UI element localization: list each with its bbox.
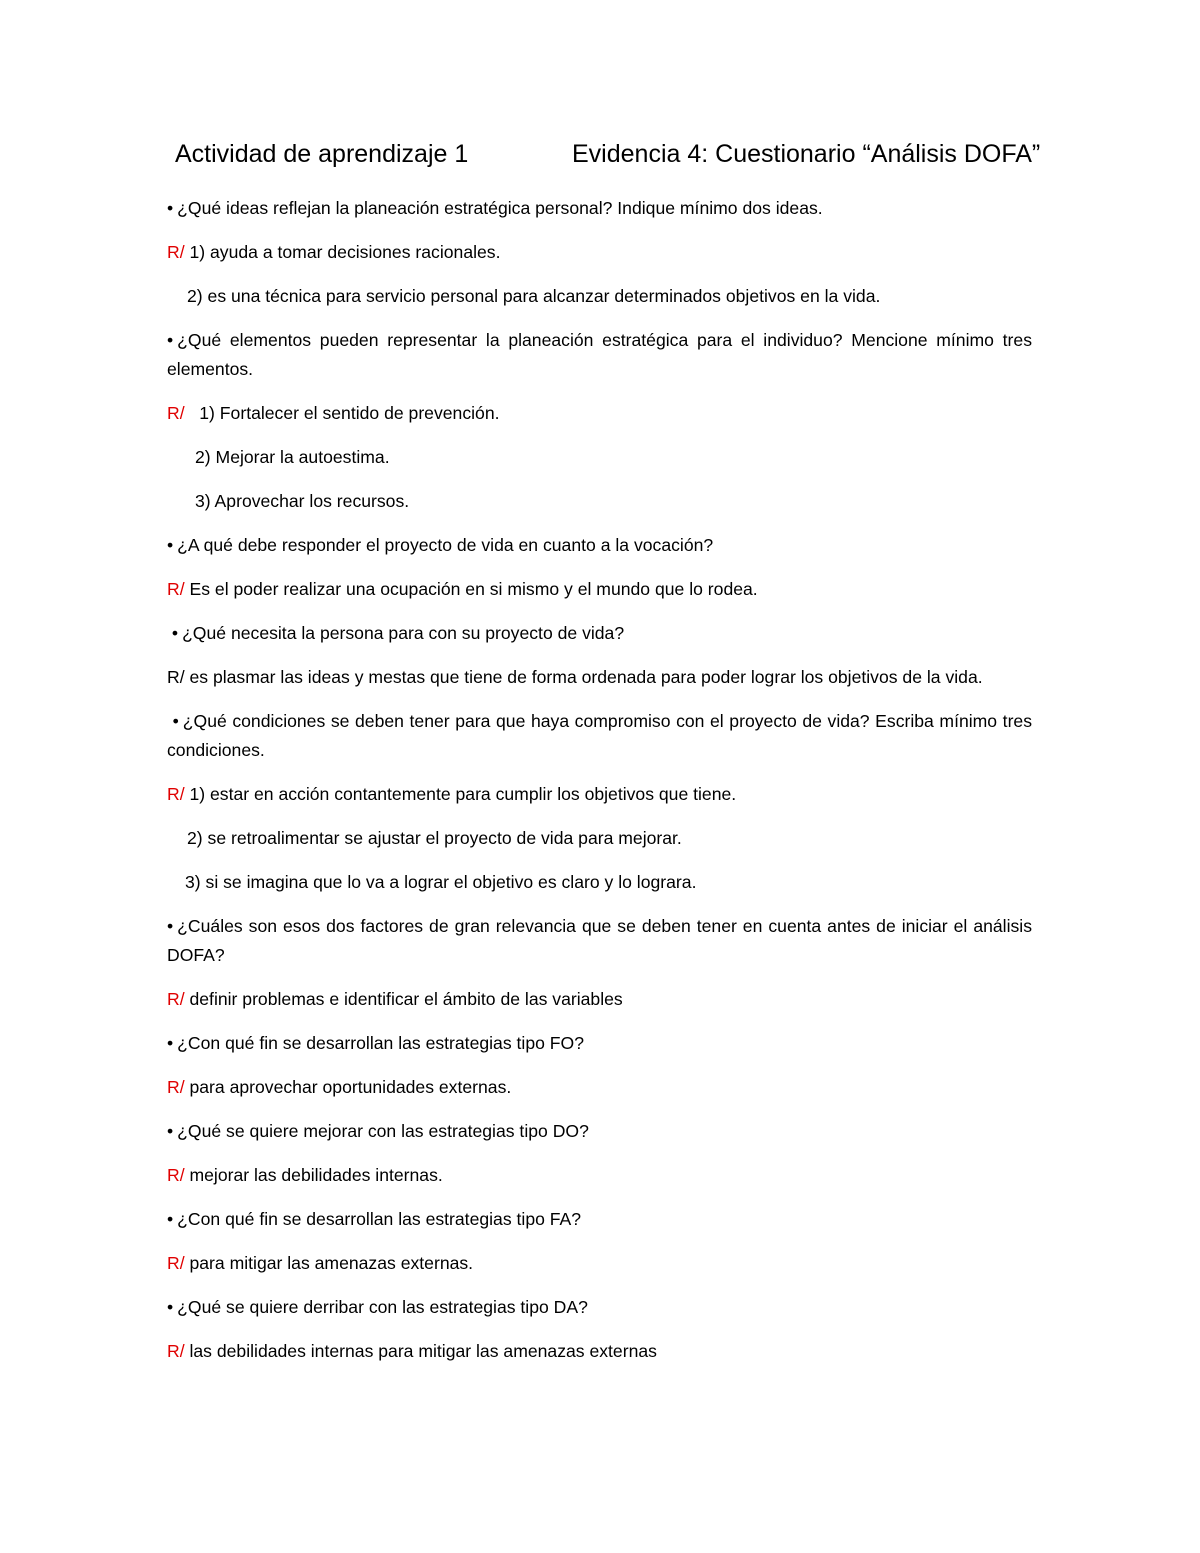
document-header xyxy=(0,140,1200,180)
bullet-icon: • xyxy=(167,198,174,218)
answer-mark: R/ xyxy=(167,989,185,1009)
answer-2: R/ 1) Fortalecer el sentido de prevención. xyxy=(167,403,500,423)
question-1: • ¿Qué ideas reflejan la planeación estratégica personal? Indique mínimo dos ideas. xyxy=(167,198,823,218)
answer-5-item-3: 3) si se imagina que lo va a lograr el objetivo es claro y lo lograra. xyxy=(185,872,697,892)
question-3: • ¿A qué debe responder el proyecto de vida en cuanto a la vocación? xyxy=(167,535,714,555)
answer-10: R/ las debilidades internas para mitigar las amenazas externas xyxy=(167,1341,657,1361)
answer-7: R/ para aprovechar oportunidades externas. xyxy=(167,1077,512,1097)
answer-4: R/ es plasmar las ideas y mestas que tiene de forma ordenada para poder lograr los objetivos de la vida. xyxy=(167,667,983,687)
answer-6: R/ definir problemas e identificar el ámbito de las variables xyxy=(167,989,623,1009)
answer-8: R/ mejorar las debilidades internas. xyxy=(167,1165,443,1185)
question-5: • ¿Qué condiciones se deben tener para que haya compromiso con el proyecto de vida? Escriba mínimo tres condiciones. xyxy=(167,711,1033,760)
answer-mark: R/ xyxy=(167,579,185,599)
answer-5: R/ 1) estar en acción contantemente para cumplir los objetivos que tiene. xyxy=(167,784,737,804)
question-7: • ¿Con qué fin se desarrollan las estrategias tipo FO? xyxy=(167,1033,584,1053)
questionnaire-body xyxy=(167,194,1032,1381)
bullet-icon: • xyxy=(172,711,179,731)
answer-1: R/ 1) ayuda a tomar decisiones racionales. xyxy=(167,242,501,262)
answer-mark: R/ xyxy=(167,784,185,804)
question-4: • ¿Qué necesita la persona para con su proyecto de vida? xyxy=(171,623,625,643)
answer-2-item-2: 2) Mejorar la autoestima. xyxy=(195,447,390,467)
bullet-icon: • xyxy=(167,916,174,936)
answer-mark: R/ xyxy=(167,1341,185,1361)
bullet-icon: • xyxy=(167,1209,174,1229)
answer-mark: R/ xyxy=(167,1077,185,1097)
question-6: • ¿Cuáles son esos dos factores de gran relevancia que se deben tener en cuenta antes de iniciar el análisis DOFA? xyxy=(167,916,1032,965)
bullet-icon: • xyxy=(171,623,179,643)
question-2: • ¿Qué elementos pueden representar la planeación estratégica para el individuo? Mencione mínimo tres elementos. xyxy=(167,330,1032,379)
answer-mark: R/ xyxy=(167,1165,185,1185)
answer-5-item-2: 2) se retroalimentar se ajustar el proyecto de vida para mejorar. xyxy=(187,828,682,848)
answer-2-item-3: 3) Aprovechar los recursos. xyxy=(195,491,410,511)
bullet-icon: • xyxy=(167,330,174,350)
answer-mark: R/ xyxy=(167,403,185,423)
answer-9: R/ para mitigar las amenazas externas. xyxy=(167,1253,474,1273)
answer-mark: R/ xyxy=(167,242,185,262)
answer-mark-black: R/ xyxy=(167,667,185,687)
bullet-icon: • xyxy=(167,535,174,555)
question-10: • ¿Qué se quiere derribar con las estrategias tipo DA? xyxy=(167,1297,588,1317)
question-9: • ¿Con qué fin se desarrollan las estrategias tipo FA? xyxy=(167,1209,582,1229)
answer-mark: R/ xyxy=(167,1253,185,1273)
answer-1-item-2: 2) es una técnica para servicio personal para alcanzar determinados objetivos en la vida. xyxy=(187,286,881,306)
evidence-title: Evidencia 4: Cuestionario “Análisis DOFA” xyxy=(572,140,1041,168)
answer-3: R/ Es el poder realizar una ocupación en si mismo y el mundo que lo rodea. xyxy=(167,579,758,599)
bullet-icon: • xyxy=(167,1297,174,1317)
bullet-icon: • xyxy=(167,1033,174,1053)
question-8: • ¿Qué se quiere mejorar con las estrategias tipo DO? xyxy=(167,1121,589,1141)
bullet-icon: • xyxy=(167,1121,174,1141)
activity-title: Actividad de aprendizaje 1 xyxy=(175,140,469,168)
